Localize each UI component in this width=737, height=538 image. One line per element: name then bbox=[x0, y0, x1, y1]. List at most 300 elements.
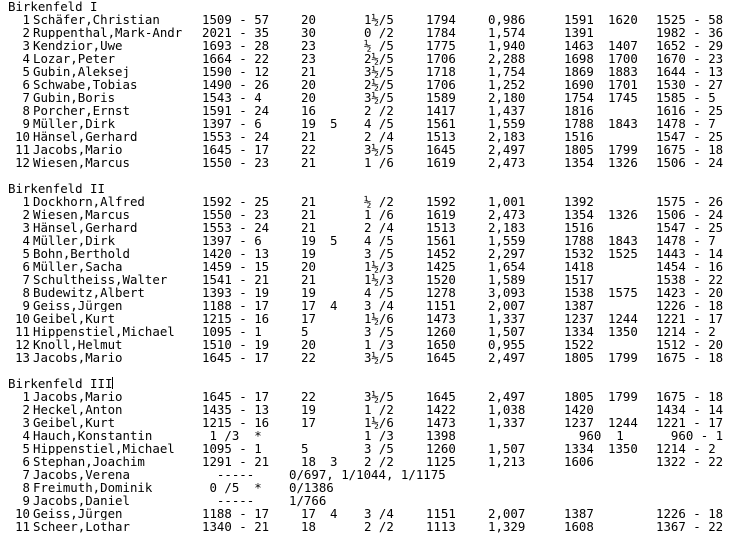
cell-perf: 1775 bbox=[426, 38, 456, 53]
cell-alt: 19 bbox=[301, 285, 316, 300]
cell-alt: 17 bbox=[301, 415, 316, 430]
cell-opt: 1350 bbox=[608, 324, 638, 339]
cell-alt: 18 bbox=[301, 454, 316, 469]
cell-pts: 4 /5 bbox=[364, 285, 394, 300]
cell-name: Lozar,Peter bbox=[33, 52, 116, 65]
cell-perf: 1706 bbox=[426, 51, 456, 66]
cell-opt: 1700 bbox=[608, 51, 638, 66]
cell-num: 4 bbox=[22, 428, 30, 443]
cell-alt: 19 bbox=[301, 246, 316, 261]
cell-dwz: 1397 - 6 bbox=[202, 233, 262, 248]
cell-fin: 1367 - 22 bbox=[656, 519, 724, 534]
cell-fin: 1478 - 7 bbox=[656, 233, 716, 248]
cell-pts: 2 /2 bbox=[364, 519, 394, 534]
cell-col5: 4 bbox=[330, 506, 338, 521]
cell-perf: 1513 bbox=[426, 129, 456, 144]
cell-opt: 1525 bbox=[608, 246, 638, 261]
cell-pts: 2 /4 bbox=[364, 220, 394, 235]
cell-misc: 1/766 bbox=[289, 493, 327, 508]
cell-perf: 1619 bbox=[426, 207, 456, 222]
cell-name: Müller,Dirk bbox=[33, 234, 116, 247]
cell-name: Jacobs,Daniel bbox=[33, 494, 130, 507]
cell-perf: 1619 bbox=[426, 155, 456, 170]
cell-perf: 1125 bbox=[426, 454, 456, 469]
cell-alt: 22 bbox=[301, 389, 316, 404]
cell-newr: 1869 bbox=[564, 64, 594, 79]
cell-dwz: 1215 - 16 bbox=[202, 311, 270, 326]
cell-coef: 1,213 bbox=[488, 454, 526, 469]
cell-name: Geibel,Kurt bbox=[33, 416, 116, 429]
cell-fin: 1982 - 36 bbox=[656, 25, 724, 40]
cell-dwz: 1592 - 25 bbox=[202, 194, 270, 209]
cell-coef: 1,337 bbox=[488, 415, 526, 430]
cell-fin: 1454 - 16 bbox=[656, 259, 724, 274]
cell-perf: 1784 bbox=[426, 25, 456, 40]
cell-perf: 1417 bbox=[426, 103, 456, 118]
cell-pts: 3½/5 bbox=[364, 90, 394, 105]
cell-alt: 21 bbox=[301, 194, 316, 209]
cell-newr: 1532 bbox=[564, 246, 594, 261]
cell-newr: 1420 bbox=[564, 402, 594, 417]
cell-perf: 1425 bbox=[426, 259, 456, 274]
cell-perf: 1794 bbox=[426, 12, 456, 27]
cell-alt: 19 bbox=[301, 233, 316, 248]
cell-pts: 4 /5 bbox=[364, 233, 394, 248]
cell-num: 6 bbox=[22, 77, 30, 92]
cell-dwz: 1509 - 57 bbox=[202, 12, 270, 27]
cell-alt: 20 bbox=[301, 259, 316, 274]
cell-pts: 1½/6 bbox=[364, 415, 394, 430]
cell-alt: 17 bbox=[301, 311, 316, 326]
cell-num: 5 bbox=[22, 441, 30, 456]
cell-coef: 1,654 bbox=[488, 259, 526, 274]
cell-opt: 1407 bbox=[608, 38, 638, 53]
cell-perf: 1113 bbox=[426, 519, 456, 534]
cell-newr: 1805 bbox=[564, 142, 594, 157]
cell-perf: 1645 bbox=[426, 142, 456, 157]
cell-coef: 2,007 bbox=[488, 506, 526, 521]
cell-perf: 1151 bbox=[426, 298, 456, 313]
cell-col5: 5 bbox=[330, 233, 338, 248]
cell-pts: 2½/5 bbox=[364, 51, 394, 66]
cell-fin: 1322 - 22 bbox=[656, 454, 724, 469]
cell-newr: 1805 bbox=[564, 389, 594, 404]
cell-coef: 1,038 bbox=[488, 402, 526, 417]
cell-coef: 1,337 bbox=[488, 311, 526, 326]
player-row bbox=[8, 520, 737, 533]
cell-num: 11 bbox=[15, 142, 30, 157]
cell-num: 8 bbox=[22, 285, 30, 300]
cell-coef: 2,183 bbox=[488, 129, 526, 144]
cell-num: 3 bbox=[22, 38, 30, 53]
cell-pts: ½ /2 bbox=[364, 194, 394, 209]
cell-perf: 1520 bbox=[426, 272, 456, 287]
cell-dwz: 1095 - 1 bbox=[202, 324, 262, 339]
cell-newr: 1516 bbox=[564, 129, 594, 144]
cell-opt: 1326 bbox=[608, 155, 638, 170]
cell-name: Müller,Dirk bbox=[33, 117, 116, 130]
cell-perf: 1561 bbox=[426, 233, 456, 248]
cell-coef: 1,001 bbox=[488, 194, 526, 209]
cell-pts: 1 /2 bbox=[364, 402, 394, 417]
cell-dwz: ----- bbox=[202, 493, 255, 508]
cell-pts: 3½/5 bbox=[364, 64, 394, 79]
cell-pts: 2 /4 bbox=[364, 129, 394, 144]
cell-pts: 1½/5 bbox=[364, 12, 394, 27]
cell-perf: 1260 bbox=[426, 324, 456, 339]
cell-name: Freimuth,Dominik bbox=[33, 481, 153, 494]
cell-num: 3 bbox=[22, 220, 30, 235]
cell-pts: 1½/3 bbox=[364, 272, 394, 287]
cell-num: 1 bbox=[22, 12, 30, 27]
cell-coef: 1,589 bbox=[488, 272, 526, 287]
cell-num: 10 bbox=[15, 311, 30, 326]
cell-newr: 1387 bbox=[564, 506, 594, 521]
cell-fin: 960 - 1 bbox=[656, 428, 724, 443]
cell-newr: 1354 bbox=[564, 155, 594, 170]
cell-fin: 1221 - 17 bbox=[656, 415, 724, 430]
cell-alt: 21 bbox=[301, 207, 316, 222]
cell-fin: 1214 - 2 bbox=[656, 441, 716, 456]
cell-name: Ruppenthal,Mark-Andr bbox=[33, 26, 183, 39]
cell-fin: 1575 - 26 bbox=[656, 194, 724, 209]
cell-alt: 19 bbox=[301, 402, 316, 417]
cell-perf: 1473 bbox=[426, 311, 456, 326]
cell-dwz: 1541 - 21 bbox=[202, 272, 270, 287]
cell-alt: 20 bbox=[301, 337, 316, 352]
cell-coef: 1,940 bbox=[488, 38, 526, 53]
cell-fin: 1530 - 27 bbox=[656, 77, 724, 92]
cell-fin: 1214 - 2 bbox=[656, 324, 716, 339]
cell-perf: 1589 bbox=[426, 90, 456, 105]
section-spacer bbox=[8, 169, 737, 182]
cell-fin: 1226 - 18 bbox=[656, 506, 724, 521]
cell-coef: 1,507 bbox=[488, 441, 526, 456]
cell-dwz: 1215 - 16 bbox=[202, 415, 270, 430]
cell-name: Kendzior,Uwe bbox=[33, 39, 123, 52]
cell-alt: 19 bbox=[301, 116, 316, 131]
cell-newr: 1354 bbox=[564, 207, 594, 222]
cell-num: 2 bbox=[22, 402, 30, 417]
cell-name: Hauch,Konstantin bbox=[33, 429, 153, 442]
cell-opt: 1701 bbox=[608, 77, 638, 92]
cell-newr: 1334 bbox=[564, 324, 594, 339]
cell-pts: 4 /5 bbox=[364, 116, 394, 131]
cell-perf: 1422 bbox=[426, 402, 456, 417]
cell-coef: 2,007 bbox=[488, 298, 526, 313]
cell-newr: 1334 bbox=[564, 441, 594, 456]
cell-newr: 1816 bbox=[564, 103, 594, 118]
cell-num: 12 bbox=[15, 337, 30, 352]
cell-dwz: 1188 - 17 bbox=[202, 298, 270, 313]
cell-col5: 5 bbox=[330, 116, 338, 131]
cell-newr: 1538 bbox=[564, 285, 594, 300]
cell-newr: 1522 bbox=[564, 337, 594, 352]
cell-fin: 1525 - 58 bbox=[656, 12, 724, 27]
cell-pts: 1 /3 bbox=[364, 337, 394, 352]
cell-fin: 1585 - 5 bbox=[656, 90, 716, 105]
cell-perf: 1452 bbox=[426, 246, 456, 261]
cell-pts: 1 /6 bbox=[364, 207, 394, 222]
cell-dwz: 1645 - 17 bbox=[202, 389, 270, 404]
cell-alt: 5 bbox=[301, 441, 309, 456]
cell-newr: 1754 bbox=[564, 90, 594, 105]
cell-alt: 20 bbox=[301, 77, 316, 92]
cell-alt: 20 bbox=[301, 90, 316, 105]
player-row bbox=[8, 481, 737, 494]
cell-fin: 1675 - 18 bbox=[656, 350, 724, 365]
cell-name: Jacobs,Mario bbox=[33, 351, 123, 364]
cell-alt: 21 bbox=[301, 129, 316, 144]
cell-perf: 1645 bbox=[426, 350, 456, 365]
cell-alt: 5 bbox=[301, 324, 309, 339]
cell-perf: 1513 bbox=[426, 220, 456, 235]
cell-opt: 1799 bbox=[608, 389, 638, 404]
cell-coef: 1,559 bbox=[488, 116, 526, 131]
cell-coef: 2,497 bbox=[488, 142, 526, 157]
section-spacer bbox=[8, 364, 737, 377]
cell-num: 6 bbox=[22, 259, 30, 274]
cell-dwz: 1 /3 * bbox=[202, 428, 262, 443]
cell-dwz: 1095 - 1 bbox=[202, 441, 262, 456]
cell-name: Hänsel,Gerhard bbox=[33, 130, 138, 143]
section-title[interactable]: Birkenfeld III bbox=[8, 376, 113, 391]
cell-opt: 1883 bbox=[608, 64, 638, 79]
cell-fin: 1226 - 18 bbox=[656, 298, 724, 313]
cell-perf: 1561 bbox=[426, 116, 456, 131]
cell-num: 7 bbox=[22, 272, 30, 287]
cell-name: Jacobs,Verena bbox=[33, 468, 130, 481]
cell-perf: 1151 bbox=[426, 506, 456, 521]
cell-fin: 1423 - 20 bbox=[656, 285, 724, 300]
cell-perf: 1260 bbox=[426, 441, 456, 456]
cell-dwz: 1645 - 17 bbox=[202, 142, 270, 157]
cell-newr: 1418 bbox=[564, 259, 594, 274]
cell-alt: 17 bbox=[301, 298, 316, 313]
cell-num: 5 bbox=[22, 64, 30, 79]
cell-name: Dockhorn,Alfred bbox=[33, 195, 145, 208]
cell-coef: 1,507 bbox=[488, 324, 526, 339]
cell-newr: 1698 bbox=[564, 51, 594, 66]
cell-name: Wiesen,Marcus bbox=[33, 208, 130, 221]
cell-opt: 1799 bbox=[608, 350, 638, 365]
cell-coef: 2,473 bbox=[488, 207, 526, 222]
cell-num: 2 bbox=[22, 207, 30, 222]
cell-coef: 1,329 bbox=[488, 519, 526, 534]
cell-num: 7 bbox=[22, 467, 30, 482]
cell-coef: 1,252 bbox=[488, 77, 526, 92]
cell-newr: 1608 bbox=[564, 519, 594, 534]
cell-newr: 1591 bbox=[564, 12, 594, 27]
cell-perf: 1718 bbox=[426, 64, 456, 79]
cell-num: 9 bbox=[22, 298, 30, 313]
cell-perf: 1398 bbox=[426, 428, 456, 443]
cell-fin: 1547 - 25 bbox=[656, 220, 724, 235]
cell-num: 6 bbox=[22, 454, 30, 469]
cell-alt: 22 bbox=[301, 142, 316, 157]
cell-fin: 1675 - 18 bbox=[656, 389, 724, 404]
cell-name: Heckel,Anton bbox=[33, 403, 123, 416]
cell-num: 11 bbox=[15, 519, 30, 534]
cell-dwz: 1420 - 13 bbox=[202, 246, 270, 261]
cell-opt: 1843 bbox=[608, 116, 638, 131]
cell-coef: 3,093 bbox=[488, 285, 526, 300]
cell-pts: 2½/5 bbox=[364, 77, 394, 92]
cell-pts: 2 /2 bbox=[364, 103, 394, 118]
cell-num: 13 bbox=[15, 350, 30, 365]
cell-newr: 1788 bbox=[564, 116, 594, 131]
cell-opt: 1620 bbox=[608, 12, 638, 27]
cell-dwz: 1550 - 23 bbox=[202, 155, 270, 170]
cell-dwz: 1645 - 17 bbox=[202, 350, 270, 365]
cell-fin: 1670 - 23 bbox=[656, 51, 724, 66]
cell-dwz: 1590 - 12 bbox=[202, 64, 270, 79]
cell-fin: 1644 - 13 bbox=[656, 64, 724, 79]
cell-newr: 1391 bbox=[564, 25, 594, 40]
cell-num: 11 bbox=[15, 324, 30, 339]
cell-alt: 20 bbox=[301, 12, 316, 27]
cell-pts: 2 /2 bbox=[364, 454, 394, 469]
cell-name: Hippenstiel,Michael bbox=[33, 442, 175, 455]
cell-pts: 3½/5 bbox=[364, 350, 394, 365]
cell-alt: 21 bbox=[301, 272, 316, 287]
cell-perf: 1706 bbox=[426, 77, 456, 92]
cell-fin: 1506 - 24 bbox=[656, 207, 724, 222]
cell-newr: 1237 bbox=[564, 415, 594, 430]
cell-name: Geibel,Kurt bbox=[33, 312, 116, 325]
cell-num: 9 bbox=[22, 493, 30, 508]
cell-pts: 1½/6 bbox=[364, 311, 394, 326]
cell-alt: 23 bbox=[301, 38, 316, 53]
text-cursor bbox=[112, 377, 113, 389]
cell-dwz: 1591 - 24 bbox=[202, 103, 270, 118]
cell-pts: 3½/5 bbox=[364, 389, 394, 404]
cell-name: Geiss,Jürgen bbox=[33, 299, 123, 312]
cell-perf: 1473 bbox=[426, 415, 456, 430]
cell-pts: 3 /5 bbox=[364, 246, 394, 261]
cell-pts: 3 /4 bbox=[364, 506, 394, 521]
cell-dwz: 1490 - 26 bbox=[202, 77, 270, 92]
player-row bbox=[8, 351, 737, 364]
cell-alt: 17 bbox=[301, 506, 316, 521]
cell-num: 1 bbox=[22, 194, 30, 209]
cell-alt: 21 bbox=[301, 220, 316, 235]
cell-coef: 2,497 bbox=[488, 350, 526, 365]
cell-num: 10 bbox=[15, 506, 30, 521]
cell-alt: 21 bbox=[301, 64, 316, 79]
cell-newr: 1690 bbox=[564, 77, 594, 92]
cell-opt: 1843 bbox=[608, 233, 638, 248]
cell-num: 5 bbox=[22, 246, 30, 261]
cell-coef: 2,297 bbox=[488, 246, 526, 261]
cell-newr: 1606 bbox=[564, 454, 594, 469]
cell-opt: 1326 bbox=[608, 207, 638, 222]
cell-newr: 1387 bbox=[564, 298, 594, 313]
cell-name: Bohn,Berthold bbox=[33, 247, 130, 260]
cell-coef: 1,754 bbox=[488, 64, 526, 79]
cell-alt: 18 bbox=[301, 519, 316, 534]
cell-num: 9 bbox=[22, 116, 30, 131]
cell-opt: 1244 bbox=[608, 415, 638, 430]
cell-pts: 3 /4 bbox=[364, 298, 394, 313]
cell-name: Schultheiss,Walter bbox=[33, 273, 168, 286]
cell-pts: 3 /5 bbox=[364, 441, 394, 456]
cell-pts: 3½/5 bbox=[364, 142, 394, 157]
cell-perf: 1278 bbox=[426, 285, 456, 300]
cell-alt: 21 bbox=[301, 155, 316, 170]
cell-alt: 16 bbox=[301, 103, 316, 118]
cell-col5: 4 bbox=[330, 298, 338, 313]
cell-fin: 1512 - 20 bbox=[656, 337, 724, 352]
cell-fin: 1652 - 29 bbox=[656, 38, 724, 53]
cell-fin: 1547 - 25 bbox=[656, 129, 724, 144]
cell-pts: 1 /6 bbox=[364, 155, 394, 170]
cell-name: Knoll,Helmut bbox=[33, 338, 123, 351]
cell-dwz: 1340 - 21 bbox=[202, 519, 270, 534]
cell-name: Schwabe,Tobias bbox=[33, 78, 138, 91]
cell-coef: 1,559 bbox=[488, 233, 526, 248]
cell-coef: 2,180 bbox=[488, 90, 526, 105]
player-row bbox=[8, 156, 737, 169]
cell-num: 3 bbox=[22, 415, 30, 430]
cell-alt: 23 bbox=[301, 51, 316, 66]
cell-name: Geiss,Jürgen bbox=[33, 507, 123, 520]
cell-dwz: ----- bbox=[202, 467, 255, 482]
cell-name: Scheer,Lothar bbox=[33, 520, 130, 533]
cell-opt: 1575 bbox=[608, 285, 638, 300]
cell-num: 8 bbox=[22, 480, 30, 495]
cell-perf: 1650 bbox=[426, 337, 456, 352]
cell-pts: 1 /3 bbox=[364, 428, 394, 443]
cell-name: Wiesen,Marcus bbox=[33, 156, 130, 169]
cell-dwz: 1550 - 23 bbox=[202, 207, 270, 222]
cell-newr: 1788 bbox=[564, 233, 594, 248]
cell-coef: 1,437 bbox=[488, 103, 526, 118]
cell-misc: 0/1386 bbox=[289, 480, 334, 495]
cell-coef: 0,986 bbox=[488, 12, 526, 27]
cell-dwz: 1553 - 24 bbox=[202, 129, 270, 144]
cell-dwz: 1459 - 15 bbox=[202, 259, 270, 274]
cell-newr: 1516 bbox=[564, 220, 594, 235]
cell-dwz: 1664 - 22 bbox=[202, 51, 270, 66]
cell-newr: 1392 bbox=[564, 194, 594, 209]
cell-num: 12 bbox=[15, 155, 30, 170]
cell-pts: 0 /2 bbox=[364, 25, 394, 40]
cell-fin: 1434 - 14 bbox=[656, 402, 724, 417]
cell-fin: 1538 - 22 bbox=[656, 272, 724, 287]
cell-coef: 2,473 bbox=[488, 155, 526, 170]
cell-fin: 1221 - 17 bbox=[656, 311, 724, 326]
cell-newr: 1463 bbox=[564, 38, 594, 53]
cell-name: Müller,Sacha bbox=[33, 260, 123, 273]
cell-name: Gubin,Boris bbox=[33, 91, 116, 104]
cell-num: 7 bbox=[22, 90, 30, 105]
section-title: Birkenfeld I bbox=[8, 0, 98, 14]
cell-newr: 1805 bbox=[564, 350, 594, 365]
player-row bbox=[8, 468, 737, 481]
cell-coef: 2,497 bbox=[488, 389, 526, 404]
cell-name: Porcher,Ernst bbox=[33, 104, 130, 117]
cell-coef: 1,574 bbox=[488, 25, 526, 40]
cell-dwz: 1393 - 19 bbox=[202, 285, 270, 300]
cell-opt: 1244 bbox=[608, 311, 638, 326]
cell-dwz: 0 /5 * bbox=[202, 480, 262, 495]
cell-dwz: 1188 - 17 bbox=[202, 506, 270, 521]
cell-dwz: 1553 - 24 bbox=[202, 220, 270, 235]
cell-num: 1 bbox=[22, 389, 30, 404]
cell-num: 8 bbox=[22, 103, 30, 118]
cell-coef: 2,183 bbox=[488, 220, 526, 235]
